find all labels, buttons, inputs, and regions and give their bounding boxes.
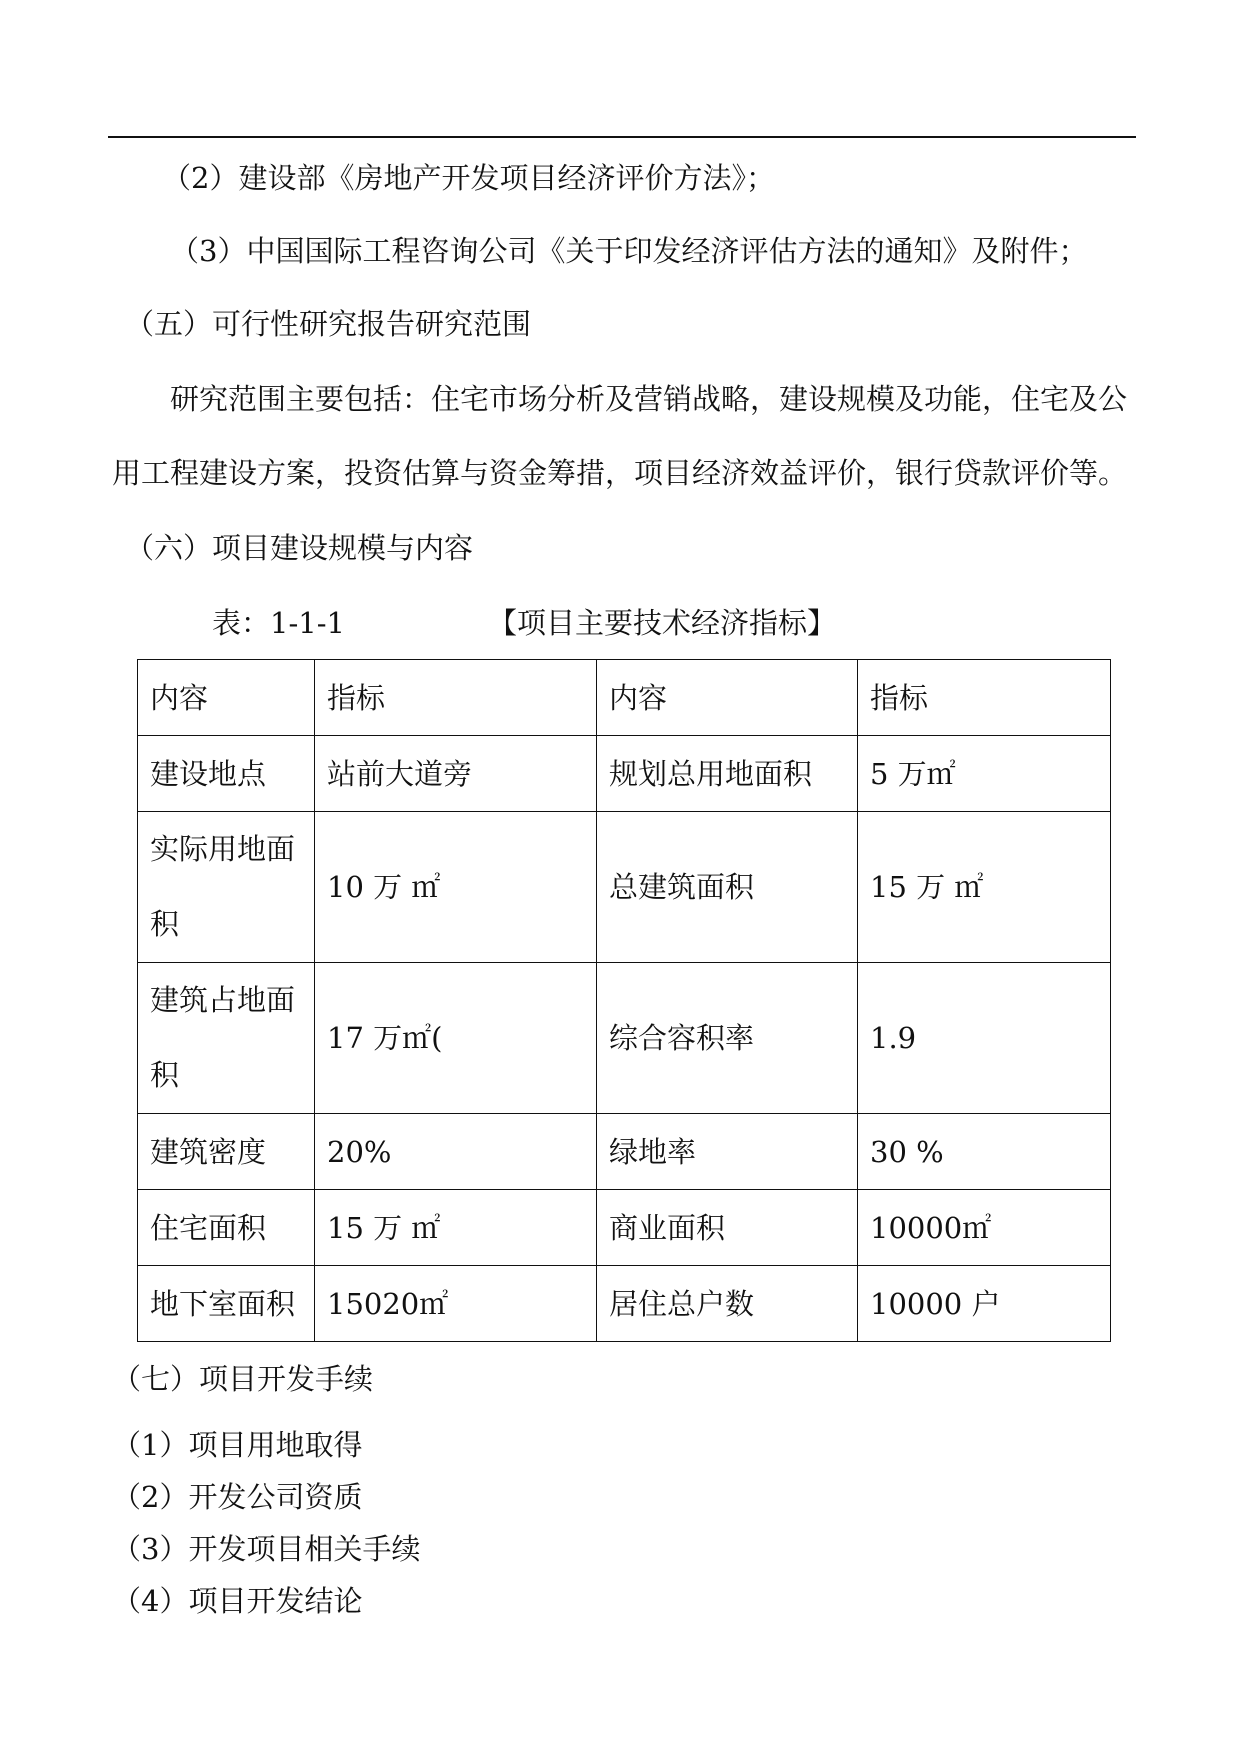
table-cell: 17 万㎡( <box>315 963 597 1114</box>
table-row <box>138 1114 1111 1190</box>
table-cell: 站前大道旁 <box>315 736 597 812</box>
table-cell: 建筑占地面积 <box>138 963 315 1114</box>
section-heading-5: （五）可行性研究报告研究范围 <box>125 307 532 341</box>
paragraph-reference-3: （3）中国国际工程咨询公司《关于印发经济评估方法的通知》及附件； <box>170 234 1088 268</box>
section-heading-6: （六）项目建设规模与内容 <box>125 531 474 565</box>
table-cell: 住宅面积 <box>138 1190 315 1266</box>
table-row <box>138 736 1111 812</box>
table-cell: 10000㎡ <box>858 1190 1111 1266</box>
table-cell: 地下室面积 <box>138 1266 315 1342</box>
table-header-cell: 内容 <box>138 660 315 736</box>
table-header-row <box>138 660 1111 736</box>
section-heading-7: （七）项目开发手续 <box>112 1362 374 1396</box>
table-cell: 居住总户数 <box>597 1266 858 1342</box>
paragraph-reference-2: （2）建设部《房地产开发项目经济评价方法》； <box>162 161 775 195</box>
table-cell: 15 万 ㎡ <box>315 1190 597 1266</box>
list-item: （4）项目开发结论 <box>112 1584 363 1618</box>
spec-table <box>137 659 1111 1342</box>
table-cell: 15 万 ㎡ <box>858 812 1111 963</box>
table-cell: 10000 户 <box>858 1266 1111 1342</box>
table-cell: 10 万 ㎡ <box>315 812 597 963</box>
table-caption-title: 【项目主要技术经济指标】 <box>488 606 837 640</box>
table-cell: 15020㎡ <box>315 1266 597 1342</box>
table-row <box>138 1266 1111 1342</box>
paragraph-scope-line2: 用工程建设方案，投资估算与资金筹措，项目经济效益评价，银行贷款评价等。 <box>112 456 1128 490</box>
table-row <box>138 963 1111 1114</box>
table-cell: 1.9 <box>858 963 1111 1114</box>
table-header-cell: 指标 <box>858 660 1111 736</box>
table-row <box>138 812 1111 963</box>
header-rule <box>108 136 1136 138</box>
table-cell: 绿地率 <box>597 1114 858 1190</box>
table-cell: 总建筑面积 <box>597 812 858 963</box>
table-cell: 商业面积 <box>597 1190 858 1266</box>
table-cell: 综合容积率 <box>597 963 858 1114</box>
table-header-cell: 内容 <box>597 660 858 736</box>
table-caption-number: 表：1-1-1 <box>212 606 345 640</box>
table-cell: 实际用地面积 <box>138 812 315 963</box>
table-row <box>138 1190 1111 1266</box>
paragraph-scope-line1: 研究范围主要包括：住宅市场分析及营销战略，建设规模及功能，住宅及公 <box>170 382 1128 416</box>
list-item: （1）项目用地取得 <box>112 1428 363 1462</box>
table-cell: 建筑密度 <box>138 1114 315 1190</box>
table-cell: 规划总用地面积 <box>597 736 858 812</box>
table-cell: 5 万㎡ <box>858 736 1111 812</box>
table-cell: 20% <box>315 1114 597 1190</box>
table-header-cell: 指标 <box>315 660 597 736</box>
list-item: （2）开发公司资质 <box>112 1480 363 1514</box>
list-item: （3）开发项目相关手续 <box>112 1532 421 1566</box>
table-cell: 30 % <box>858 1114 1111 1190</box>
table-cell: 建设地点 <box>138 736 315 812</box>
